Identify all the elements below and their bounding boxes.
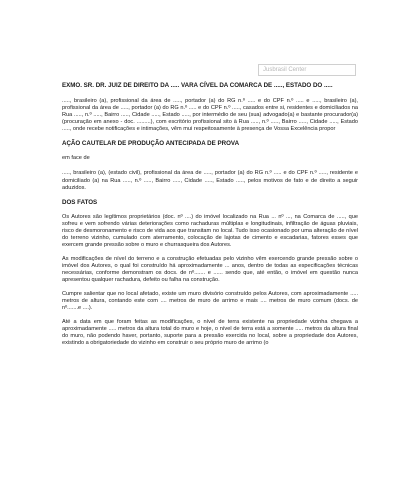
action-title: AÇÃO CAUTELAR DE PRODUÇÃO ANTECIPADA DE PROVA — [62, 140, 240, 148]
document-body — [62, 82, 358, 354]
defendant-paragraph: ....., brasileiro (a), (estado civil), profissional da área de ....., portador (a) do RG n.º ..... e do CPF n.º ....., residente e domiciliado (a) na Rua ....., n.º ....., Bairro ....., Cidade ....., Estado ....., pelos motivos de fato e de direito a seguir aduzidos. — [62, 170, 358, 191]
facts-title: DOS FATOS — [62, 198, 98, 206]
facts-paragraph-3: Cumpre salientar que no local afetado, existe um muro divisório construído pelos Autores, com aproximadamente ..... metros de altura, contando este com .... metros de muro de arrimo e mais .... metros de muro comum (docs. de nº.......e ....). — [62, 291, 358, 312]
em-face-text: em face de — [62, 155, 90, 162]
watermark-box — [258, 64, 356, 76]
watermark-text: Jusbrasil Center — [263, 67, 307, 73]
document-header: EXMO. SR. DR. JUIZ DE DIREITO DA ..... VARA CÍVEL DA COMARCA DE ....., ESTADO DO ..... — [62, 82, 333, 89]
facts-paragraph-1: Os Autores são legítimos proprietários (doc. nº ....) do imóvel localizado na Rua ... nº ..., na Comarca de ....., que sofreu e vem sofrendo várias deteriorações como rachaduras múltiplas e longitudinais, infiltração de águas pluviais, risco de desmoronamento e risco de vida aos que transitam no local. Tudo isso ocasionado por uma alteração de nível do terreno vizinho, cumulado com aterramento, colocação de lajotas de cimento e escadarias, fatores esses que exercem grande pressão sobre o muro e churrasqueira dos Autores. — [62, 213, 358, 248]
facts-paragraph-4: Até a data em que foram feitas as modificações, o nível de terra existente na propriedade vizinha chegava a aproximadamente ..... metros da altura total do muro e hoje, o nível de terra está a somente ..... metros da altura final do muro, não podendo haver, portanto, suporte para a pressão exercida no local, sobre a propriedade dos Autores, existindo a obrigatoriedade do vizinho em construir o seu próprio muro de arrimo (o — [62, 319, 358, 347]
intro-paragraph: ....., brasileiro (a), profissional da área de ....., portador (a) do RG n.º ..... e do CPF n.º ..... e ....., brasileiro (a), profissional da área de ....., portador (a) do RG n.º ..... e do CPF n.º ....., casados entre si, residentes e domiciliados na Rua ....., n.º ....., Bairro ....., Cidade ....., Estado ....., por intermédio de seu (sua) advogado(a) e bastante procurador(a) (procuração em anexo - doc. .........), com escritório profissional sito à Rua ....., n.º ....., Bairro ....., Cidade ....., Estado ....., onde recebe notificações e intimações, vêm mui respeitosamente à presença de Vossa Excelência propor — [62, 98, 358, 133]
facts-paragraph-2: As modificações de nível do terreno e a construção efetuadas pelo vizinho vêm exercendo grande pressão sobre o imóvel dos Autores, o qual foi construído há aproximadamente ... anos, dentro de todas as especificações técnicas necessárias, conforme demonstram os docs. de nº....... e ...... sendo que, até então, o imóvel em questão nunca apresentou qualquer rachadura, defeito ou falha na construção. — [62, 255, 358, 283]
